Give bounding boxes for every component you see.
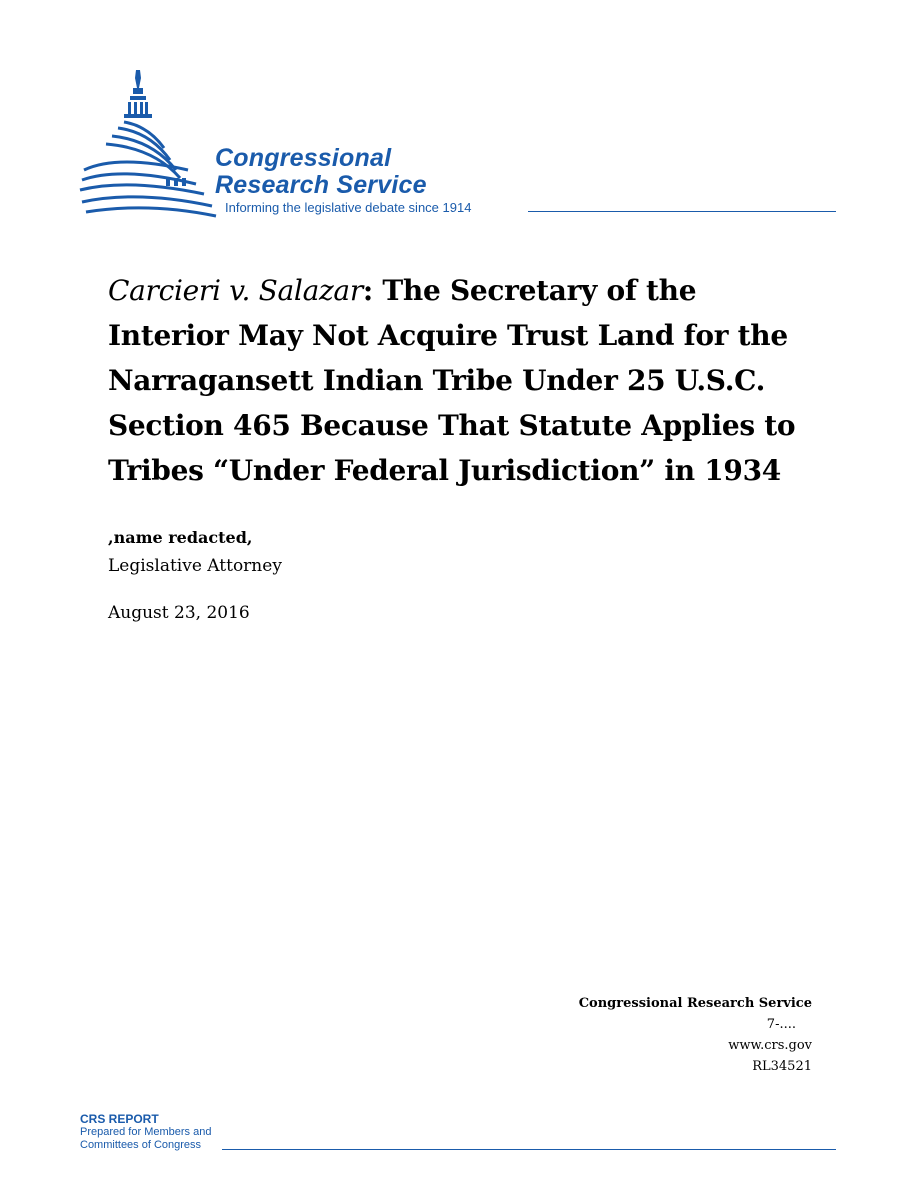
footer: [80, 1113, 840, 1157]
logo-org-line1: Congressional: [215, 144, 392, 172]
info-website[interactable]: www.crs.gov: [728, 1038, 812, 1053]
title-rest: : The Secretary of the Interior May Not Acquire Trust Land for the Narragansett Indian Tribe Under 25 U.S.C. Section 465 Because That Statute Applies to Tribes “Under Federal Jurisdiction” in 1934: [108, 274, 796, 487]
capitol-dome-icon: [78, 66, 228, 222]
info-phone: 7-....: [766, 1017, 796, 1032]
footer-line2: Prepared for Members and: [80, 1126, 212, 1138]
footer-crs-report: CRS REPORT: [80, 1112, 159, 1126]
report-title: [108, 268, 808, 493]
logo-org-line2: Research Service: [215, 171, 427, 199]
author-role: Legislative Attorney: [108, 556, 282, 576]
footer-line3: Committees of Congress: [80, 1139, 202, 1151]
crs-logo: [78, 66, 838, 222]
info-org: Congressional Research Service: [578, 996, 812, 1011]
report-date: August 23, 2016: [108, 603, 250, 623]
contact-info: [579, 993, 812, 1077]
footer-label: [80, 1113, 840, 1152]
header-rule: [528, 211, 836, 212]
author-name: ,name redacted,: [108, 528, 253, 547]
footer-rule: [222, 1149, 836, 1150]
logo-org-name: [215, 145, 427, 199]
logo-tagline: Informing the legislative debate since 1914: [225, 200, 472, 215]
case-name: Carcieri v. Salazar: [108, 274, 363, 307]
info-report-number: RL34521: [752, 1059, 812, 1074]
